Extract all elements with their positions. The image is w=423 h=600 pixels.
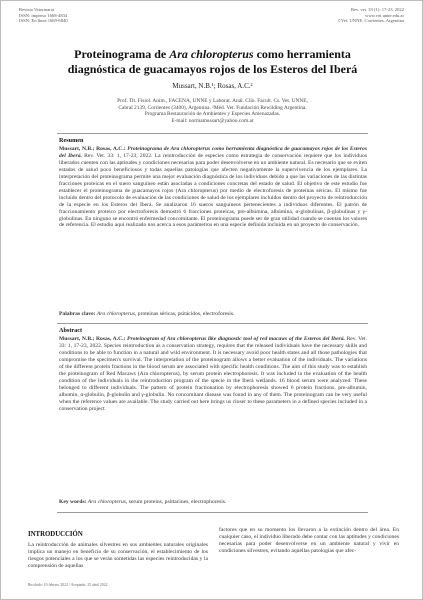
title-part-2: como herramienta (253, 47, 351, 61)
resumen-text: La reintroducción de especies como estrategia de conservación requiere que los individuos liberados cuenten con las aptitudes y condiciones necesarias para poder desenvolverse en un ambiente natural. Es necesario que se eviten estados de salud poco beneficiosos y todas aquellas patologías que afecten negativamente la supervivencia de los ejemplares. La interpretación del proteinograma permite una mejor evaluación diagnóstica de los individuos debido a que las variaciones de las distintas fracciones proteicas en el suero sanguíneo están asociadas a condiciones concretas del estado de salud. El objetivo de este estudio fue establecer el proteinograma de guacamayos rojos (Ara chloropterus) por medio de electroforesis de proteínas séricas. El mismo fue incluido dentro del protocolo de evaluación de las condiciones de salud de los ejemplares incluidos dentro del proyecto de reintroducción de la especie en los Esteros del Iberá. Se analizaron 16 sueros sanguíneos pertenecientes a individuos diferentes. El patrón de fraccionamiento proteico por electroforesis demostró 6 fracciones proteicas, pre-albúmina, albúmina, α-globulinas, β-globulinas y γ-globulinas. En ninguno se encontró enfermedad concomitante. El proteinograma puede ser de gran utilidad cuando se cuentan los valores de referencia. El estudio aquí realizado nos acerca a esos parámetros en una especie definida incluida en un proyecto de conservación. (59, 152, 368, 229)
palabras-clave-label: Palabras clave: (59, 311, 96, 317)
journal-header-left (19, 7, 68, 24)
key-words-species: Ara chloropterus, (86, 499, 128, 505)
article-title (41, 47, 384, 76)
divider (57, 512, 368, 513)
affiliation-line: Programa Restauración de Ambientes y Especies Amenazadas. (144, 111, 281, 118)
journal-header-right (338, 7, 404, 24)
introduction-heading: INTRODUCCIÓN (28, 531, 83, 538)
title-line-2: diagnóstica de guacamayos rojos de los Esteros del Iberá (67, 61, 358, 76)
authors: Mussart, N.B.¹; Rosas, A.C.² (172, 82, 253, 90)
divider (57, 133, 368, 134)
intro-column-right: factores que en su momento los llevaron a la extinción dentro del área. En cualquier caso, el individuo liberado debe contar con las aptitudes y condiciones necesarias para poder desenvolverse en un ambiente natural y vivir en condiciones silvestres, evitando aquellas patologías que afec- (219, 527, 399, 554)
intro-column-left: La reintroducción de animales silvestres en sus ambientes naturales originales implica un manejo en beneficio de su conservación, el establecimiento de los riesgos potenciales a los que se verán sometidas las especies reintroducidas y la comprensión de aquellas (28, 542, 208, 569)
resumen-title: Proteinograma de Ara chloropterus como herramienta diagnóstica de guacamayos rojos de los Esteros del Iberá. (59, 146, 368, 159)
key-words (59, 499, 367, 506)
title-part-1: Proteinograma de (74, 47, 170, 61)
received-accepted-note: Recibido: 10 febrero 2022 / Aceptado: 25 abril 2022 (28, 583, 108, 587)
journal-url: www.vet.unne.edu.ar (365, 12, 404, 18)
affiliation-line: Prof. Tit. Fisiol. Anim., FACENA, UNNE y Laborat. Anál. Clín. Facult. Cs. Vet. UNNE, (117, 98, 308, 104)
issn-print: ISSN: impreso 1668-4834 (19, 12, 68, 18)
abstract-authors: Mussart, N.B.; Rosas, A.C.: (59, 336, 128, 342)
copyright-line: ©Vet. UNNE, Corrientes, Argentina (337, 18, 404, 24)
journal-name: Revista Veterinaria (19, 7, 54, 12)
citation-line: Rev. vet. 33 (1): 17-23, 2022 (350, 7, 404, 12)
key-words-label: Key words: (59, 499, 87, 505)
author-email: E-mail: normamussart@yahoo.com.ar (171, 117, 254, 124)
abstract-title: Proteinogram of Ara chloropterus like diagnostic tool of red macaws of the Esteros del Iberá. (127, 336, 345, 342)
resumen-heading: Resumen (59, 137, 84, 144)
divider (57, 323, 368, 324)
abstract-citation: Rev. Vet. 33: 1, 17-23, 2022. (59, 336, 367, 349)
key-words-text: serum proteins, psittacines, electrophoresis. (127, 499, 227, 505)
affiliation-line: Cabral 2139, Corrientes (3400), Argentina. ²Méd. Vet. Fundación Rewilding Argentina. (118, 104, 307, 111)
abstract-heading: Abstract (59, 327, 83, 334)
abstract-body (59, 336, 367, 412)
title-species: Ara chloropterus (169, 47, 254, 61)
resumen-authors: Mussart, N.B.; Rosas, A.C.: (59, 146, 128, 152)
palabras-clave (59, 311, 367, 318)
affiliation (61, 98, 364, 124)
issn-online: ISSN: En línea 1669-6840 (19, 18, 68, 24)
palabras-clave-text: proteínas séricas, psitácidos, electroforesis. (136, 311, 235, 317)
resumen-body (59, 146, 367, 229)
palabras-clave-species: Ara chloropterus, (95, 311, 137, 317)
resumen-citation: Rev. Vet. 33: 1, 17-23, 2022. (81, 152, 153, 159)
abstract-text: Species reintroduction as a conservation strategy, requires that the released individuals have the necessary skills and conditions to be able to function in a natural and wild environment. It is necessary avoid poor health states and all those pathologies that compromise the specimen's survival. The interpretation of the proteinogram allows a better evaluation of the individuals. The variations of the different protein fractions in the blood serum are associated with specific health conditions. The aim of this study was to establish the proteinogram of Red Macaws (Ara chloropterus), by serum protein electrophoresis. It was included in the evaluation of the health condition of the individuals in the reintroduction program of the specie in the Iberá wetlands. 16 blood serum were analyzed. These belonged to different individuals. The pattern of protein fractionation by electrophoresis showed 6 protein fractions, pre-albumin, albumin, α-globulin, β-globulin and γ-globulin. No concomitant disease was found in any of them. The proteinogram can be very useful when the reference values are available. The study carried out here brings us closer to these parameters in a defined species included in a conservation project. (59, 342, 367, 412)
